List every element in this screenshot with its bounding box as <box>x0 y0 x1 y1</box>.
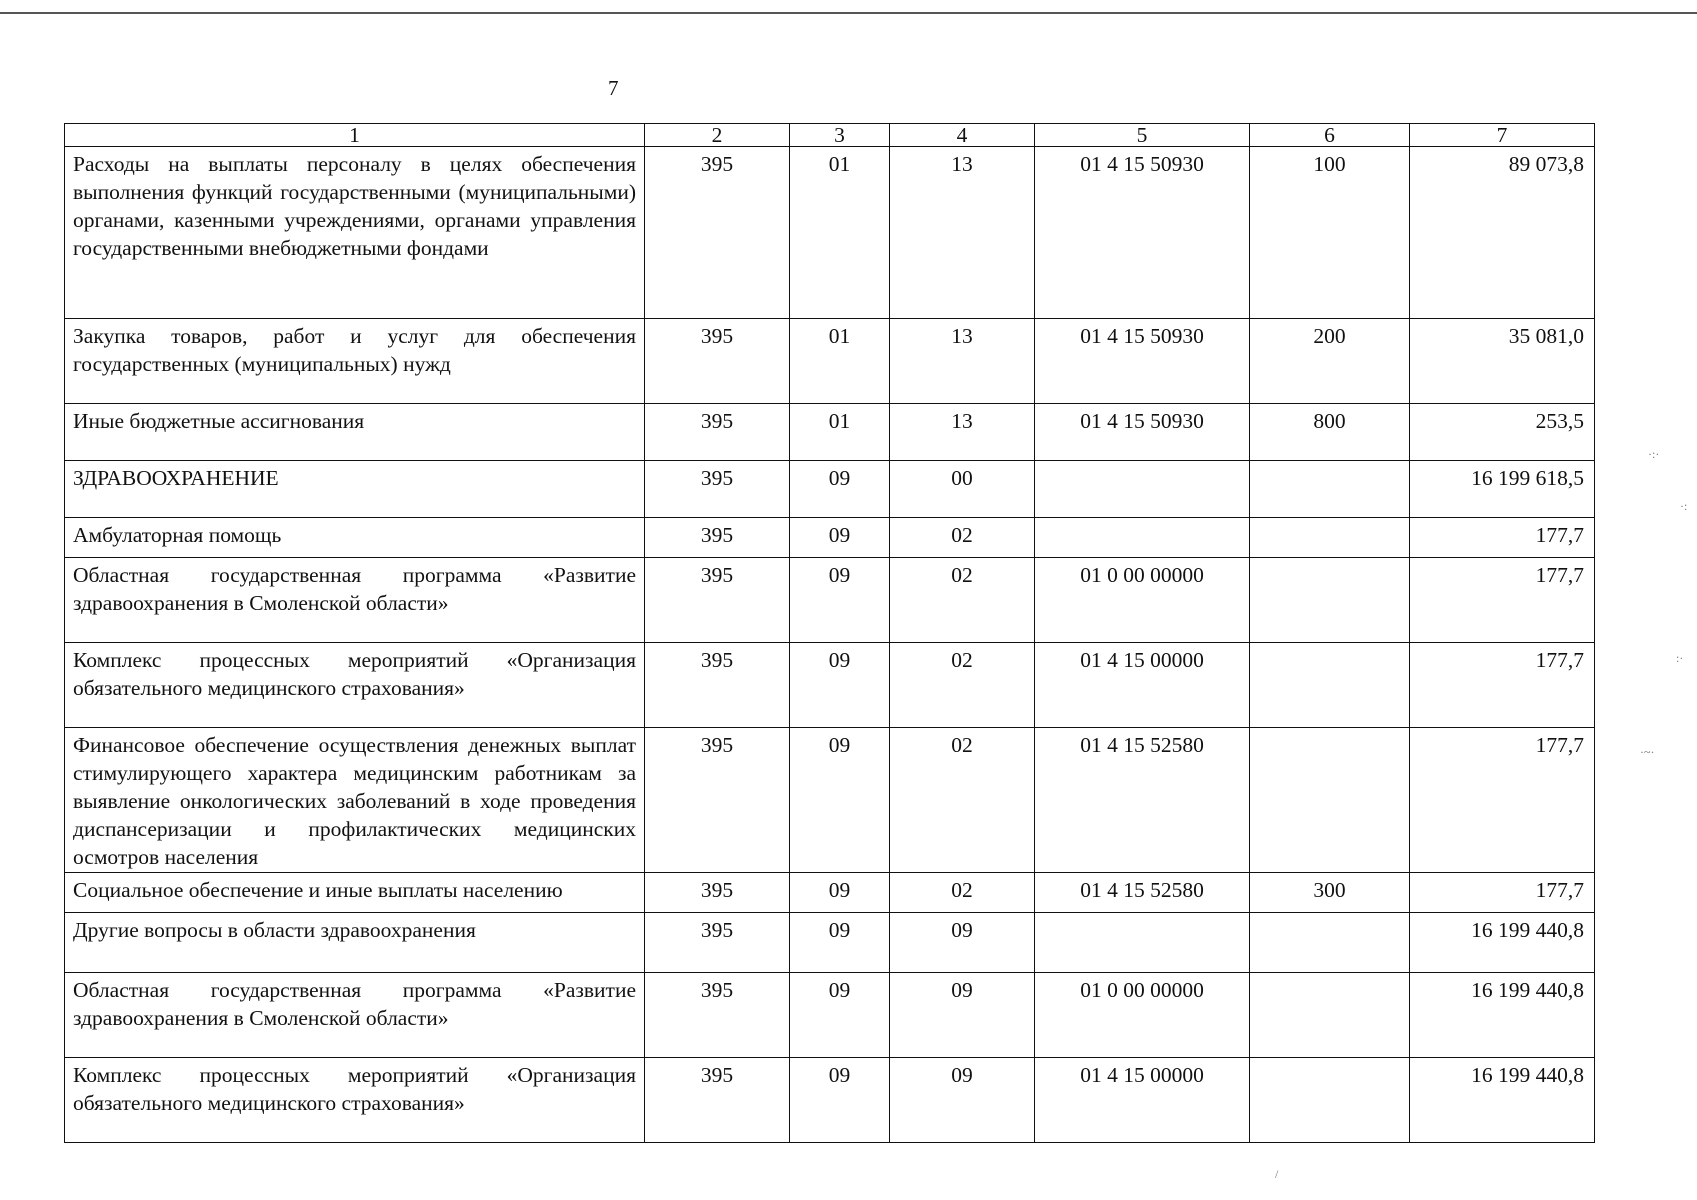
table-row <box>65 518 1595 558</box>
admin-code-cell: 395 <box>645 643 790 728</box>
target-article-cell <box>1035 518 1250 558</box>
target-article-cell: 01 4 15 52580 <box>1035 728 1250 873</box>
section-code-cell: 09 <box>790 873 890 913</box>
admin-code-cell: 395 <box>645 728 790 873</box>
subsection-code-cell: 00 <box>890 461 1035 518</box>
expense-type-cell <box>1250 1058 1410 1143</box>
amount-cell: 89 073,8 <box>1410 147 1595 319</box>
table-body <box>65 147 1595 1143</box>
row-name-cell: Иные бюджетные ассигнования <box>65 404 645 461</box>
row-name-cell: Финансовое обеспечение осуществления денежных выплат стимулирующего характера медицинским работникам за выявление онкологических заболеваний в ходе проведения диспансеризации и профилактических медицинских осмотров населения <box>65 728 645 873</box>
amount-cell: 177,7 <box>1410 558 1595 643</box>
row-name-cell: Амбулаторная помощь <box>65 518 645 558</box>
amount-cell: 177,7 <box>1410 643 1595 728</box>
subsection-code-cell: 02 <box>890 643 1035 728</box>
table-row <box>65 643 1595 728</box>
target-article-cell: 01 4 15 00000 <box>1035 643 1250 728</box>
column-number-row <box>65 124 1595 147</box>
expense-type-cell <box>1250 728 1410 873</box>
scan-speck: ·: <box>1680 499 1688 513</box>
column-header: 1 <box>65 124 645 147</box>
subsection-code-cell: 09 <box>890 973 1035 1058</box>
column-header: 3 <box>790 124 890 147</box>
table-row <box>65 913 1595 973</box>
table-row <box>65 1058 1595 1143</box>
admin-code-cell: 395 <box>645 913 790 973</box>
table-row <box>65 404 1595 461</box>
target-article-cell <box>1035 461 1250 518</box>
table-row <box>65 558 1595 643</box>
admin-code-cell: 395 <box>645 319 790 404</box>
admin-code-cell: 395 <box>645 461 790 518</box>
target-article-cell: 01 4 15 00000 <box>1035 1058 1250 1143</box>
subsection-code-cell: 13 <box>890 404 1035 461</box>
row-name-cell: Комплекс процессных мероприятий «Организация обязательного медицинского страхования» <box>65 1058 645 1143</box>
expense-type-cell: 300 <box>1250 873 1410 913</box>
amount-cell: 16 199 440,8 <box>1410 913 1595 973</box>
section-code-cell: 09 <box>790 518 890 558</box>
expense-type-cell: 800 <box>1250 404 1410 461</box>
expense-type-cell <box>1250 461 1410 518</box>
amount-cell: 16 199 440,8 <box>1410 973 1595 1058</box>
table-row <box>65 728 1595 873</box>
subsection-code-cell: 09 <box>890 1058 1035 1143</box>
subsection-code-cell: 02 <box>890 518 1035 558</box>
scan-speck: :· <box>1676 651 1684 665</box>
section-code-cell: 09 <box>790 1058 890 1143</box>
amount-cell: 35 081,0 <box>1410 319 1595 404</box>
column-header: 6 <box>1250 124 1410 147</box>
column-header: 7 <box>1410 124 1595 147</box>
page-number: 7 <box>608 76 619 100</box>
column-header: 5 <box>1035 124 1250 147</box>
expense-type-cell <box>1250 518 1410 558</box>
row-name-cell: Закупка товаров, работ и услуг для обеспечения государственных (муниципальных) нужд <box>65 319 645 404</box>
expense-type-cell <box>1250 973 1410 1058</box>
admin-code-cell: 395 <box>645 147 790 319</box>
section-code-cell: 09 <box>790 461 890 518</box>
subsection-code-cell: 13 <box>890 147 1035 319</box>
row-name-cell: ЗДРАВООХРАНЕНИЕ <box>65 461 645 518</box>
amount-cell: 16 199 618,5 <box>1410 461 1595 518</box>
expense-type-cell <box>1250 913 1410 973</box>
section-code-cell: 09 <box>790 643 890 728</box>
column-header: 4 <box>890 124 1035 147</box>
section-code-cell: 01 <box>790 404 890 461</box>
row-name-cell: Расходы на выплаты персоналу в целях обеспечения выполнения функций государственными (муниципальными) органами, казенными учреждениями, органами управления государственными внебюджетными фондами <box>65 147 645 319</box>
admin-code-cell: 395 <box>645 558 790 643</box>
section-code-cell: 09 <box>790 913 890 973</box>
row-name-cell: Областная государственная программа «Развитие здравоохранения в Смоленской области» <box>65 973 645 1058</box>
admin-code-cell: 395 <box>645 873 790 913</box>
scan-speck: ·:· <box>1648 447 1660 461</box>
section-code-cell: 09 <box>790 973 890 1058</box>
column-header: 2 <box>645 124 790 147</box>
table-row <box>65 461 1595 518</box>
amount-cell: 177,7 <box>1410 728 1595 873</box>
table-row <box>65 973 1595 1058</box>
amount-cell: 177,7 <box>1410 518 1595 558</box>
subsection-code-cell: 02 <box>890 558 1035 643</box>
expense-type-cell <box>1250 558 1410 643</box>
amount-cell: 253,5 <box>1410 404 1595 461</box>
admin-code-cell: 395 <box>645 518 790 558</box>
target-article-cell: 01 0 00 00000 <box>1035 558 1250 643</box>
section-code-cell: 09 <box>790 728 890 873</box>
subsection-code-cell: 02 <box>890 873 1035 913</box>
section-code-cell: 01 <box>790 319 890 404</box>
admin-code-cell: 395 <box>645 1058 790 1143</box>
row-name-cell: Областная государственная программа «Развитие здравоохранения в Смоленской области» <box>65 558 645 643</box>
subsection-code-cell: 02 <box>890 728 1035 873</box>
section-code-cell: 01 <box>790 147 890 319</box>
amount-cell: 16 199 440,8 <box>1410 1058 1595 1143</box>
budget-table <box>64 123 1595 1143</box>
table-row <box>65 147 1595 319</box>
row-name-cell: Комплекс процессных мероприятий «Организация обязательного медицинского страхования» <box>65 643 645 728</box>
scan-edge-line <box>0 12 1697 14</box>
expense-type-cell <box>1250 643 1410 728</box>
target-article-cell: 01 0 00 00000 <box>1035 973 1250 1058</box>
admin-code-cell: 395 <box>645 973 790 1058</box>
target-article-cell: 01 4 15 50930 <box>1035 404 1250 461</box>
expense-type-cell: 100 <box>1250 147 1410 319</box>
admin-code-cell: 395 <box>645 404 790 461</box>
target-article-cell: 01 4 15 52580 <box>1035 873 1250 913</box>
table-row <box>65 319 1595 404</box>
expense-type-cell: 200 <box>1250 319 1410 404</box>
table-row <box>65 873 1595 913</box>
row-name-cell: Социальное обеспечение и иные выплаты населению <box>65 873 645 913</box>
amount-cell: 177,7 <box>1410 873 1595 913</box>
target-article-cell: 01 4 15 50930 <box>1035 147 1250 319</box>
section-code-cell: 09 <box>790 558 890 643</box>
target-article-cell <box>1035 913 1250 973</box>
scan-speck: ·~· <box>1640 745 1655 759</box>
subsection-code-cell: 13 <box>890 319 1035 404</box>
row-name-cell: Другие вопросы в области здравоохранения <box>65 913 645 973</box>
scan-speck: / <box>1275 1167 1279 1181</box>
target-article-cell: 01 4 15 50930 <box>1035 319 1250 404</box>
subsection-code-cell: 09 <box>890 913 1035 973</box>
